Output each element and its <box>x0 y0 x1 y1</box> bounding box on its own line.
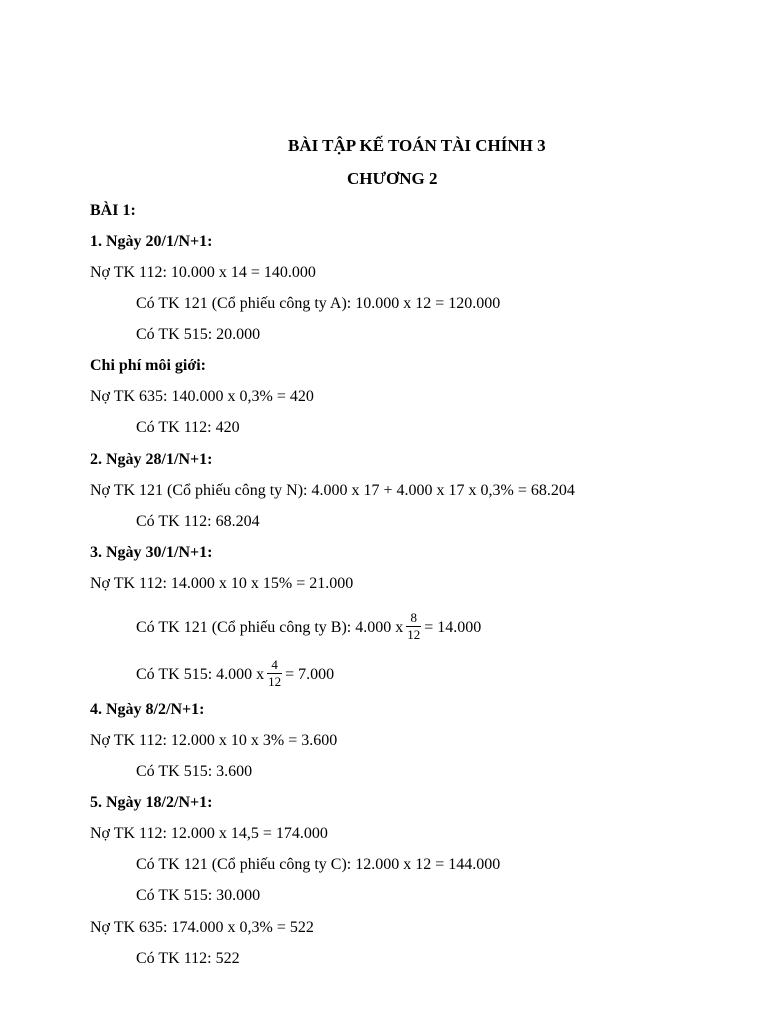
section-3-heading: 3. Ngày 30/1/N+1: <box>90 544 213 561</box>
chapter-title: CHƯƠNG 2 <box>347 169 438 188</box>
entry-line: Nợ TK 112: 10.000 x 14 = 140.000 <box>90 264 316 281</box>
fraction-numerator: 4 <box>267 658 282 674</box>
entry-text: = 14.000 <box>424 619 482 637</box>
entry-line: Có TK 112: 522 <box>136 950 240 967</box>
section-1-heading: 1. Ngày 20/1/N+1: <box>90 233 213 250</box>
entry-line: Nợ TK 635: 174.000 x 0,3% = 522 <box>90 919 314 936</box>
fraction <box>267 658 282 689</box>
fraction-denominator: 12 <box>407 627 421 642</box>
section-2-heading: 2. Ngày 28/1/N+1: <box>90 451 213 468</box>
entry-line: Có TK 121 (Cổ phiếu công ty A): 10.000 x 12 = 120.000 <box>136 295 501 312</box>
entry-line: Nợ TK 112: 14.000 x 10 x 15% = 21.000 <box>90 575 354 592</box>
entry-line: Có TK 515: 30.000 <box>136 887 261 904</box>
entry-text: Có TK 121 (Cổ phiếu công ty B): 4.000 x <box>136 619 404 637</box>
entry-line: Nợ TK 121 (Cổ phiếu công ty N): 4.000 x 17 + 4.000 x 17 x 0,3% = 68.204 <box>90 482 575 499</box>
entry-text: Có TK 515: 4.000 x <box>136 666 265 684</box>
entry-line: Có TK 121 (Cổ phiếu công ty C): 12.000 x 12 = 144.000 <box>136 856 501 873</box>
entry-line: Có TK 112: 68.204 <box>136 513 260 530</box>
entry-line: Có TK 112: 420 <box>136 419 240 436</box>
fraction-denominator: 12 <box>268 674 282 689</box>
entry-text: = 7.000 <box>285 666 335 684</box>
brokerage-fee-heading: Chi phí môi giới: <box>90 357 206 374</box>
fraction <box>406 611 421 642</box>
entry-line: Có TK 515: 3.600 <box>136 763 253 780</box>
entry-line-with-fraction <box>136 657 335 691</box>
entry-line: Nợ TK 112: 12.000 x 10 x 3% = 3.600 <box>90 732 338 749</box>
section-5-heading: 5. Ngày 18/2/N+1: <box>90 794 213 811</box>
entry-line-with-fraction <box>136 610 482 644</box>
fraction-numerator: 8 <box>406 611 421 627</box>
exercise-heading: BÀI 1: <box>90 202 136 219</box>
section-4-heading: 4. Ngày 8/2/N+1: <box>90 701 205 718</box>
entry-line: Có TK 515: 20.000 <box>136 326 261 343</box>
entry-line: Nợ TK 112: 12.000 x 14,5 = 174.000 <box>90 825 328 842</box>
entry-line: Nợ TK 635: 140.000 x 0,3% = 420 <box>90 388 314 405</box>
document-title: BÀI TẬP KẾ TOÁN TÀI CHÍNH 3 <box>288 136 546 155</box>
